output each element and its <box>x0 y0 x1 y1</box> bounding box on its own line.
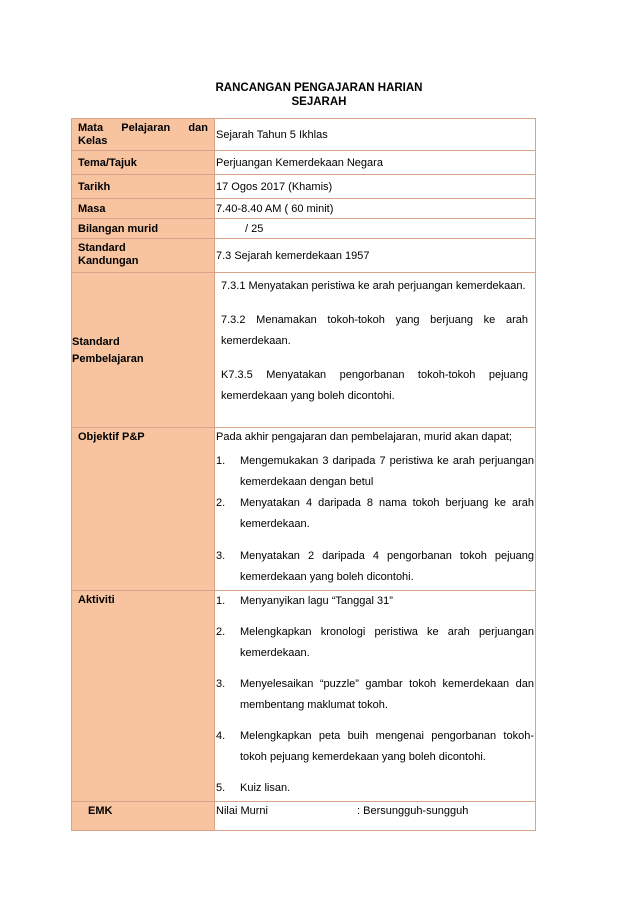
activity-list <box>216 591 534 799</box>
row-aktiviti <box>72 591 536 802</box>
value-bilangan-murid: / 25 <box>215 219 536 239</box>
document-subtitle: SEJARAH <box>291 96 347 108</box>
learning-standard-item: 7.3.2 Menamakan tokoh-tokoh yang berjuang ke arah kemerdekaan. <box>221 314 528 347</box>
row-standard-pembelajaran <box>72 273 536 428</box>
value-aktiviti <box>215 591 536 802</box>
label-standard-pembelajaran <box>72 273 215 428</box>
list-text: Kuiz lisan. <box>240 782 291 794</box>
emk-key: Nilai Murni <box>216 805 268 817</box>
list-item <box>216 451 534 493</box>
list-text: Menyelesaikan “puzzle” gambar tokoh kemerdekaan dan membentang maklumat tokoh. <box>240 678 534 711</box>
value-emk <box>215 802 536 831</box>
list-item <box>216 674 534 716</box>
list-number: 1. <box>216 595 226 607</box>
label-mata-pelajaran <box>72 119 215 151</box>
label-word: Mata <box>78 122 104 134</box>
label-line: Kelas <box>78 135 108 147</box>
label-emk: EMK <box>72 802 215 831</box>
list-text: Menyanyikan lagu “Tanggal 31” <box>240 595 393 607</box>
document-title: RANCANGAN PENGAJARAN HARIAN <box>215 82 423 94</box>
learning-standard-item: K7.3.5 Menyatakan pengorbanan tokoh-tokoh pejuang kemerdekaan yang boleh dicontohi. <box>221 369 528 402</box>
list-text: Mengemukakan 3 daripada 7 peristiwa ke arah perjuangan kemerdekaan dengan betul <box>240 455 534 488</box>
label-line: Standard <box>78 242 126 254</box>
row-tema <box>72 151 536 175</box>
list-number: 3. <box>216 678 226 690</box>
row-masa <box>72 199 536 219</box>
label-tema: Tema/Tajuk <box>72 151 215 175</box>
list-item <box>216 778 534 799</box>
label-line: Pembelajaran <box>72 352 144 365</box>
row-standard-kandungan <box>72 239 536 273</box>
label-objektif: Objektif P&P <box>72 428 215 591</box>
lesson-plan-table <box>71 118 536 831</box>
row-mata-pelajaran <box>72 119 536 151</box>
emk-value: : Bersungguh-sungguh <box>357 805 469 817</box>
objective-list <box>216 451 534 588</box>
row-objektif <box>72 428 536 591</box>
value-masa: 7.40-8.40 AM ( 60 minit) <box>215 199 536 219</box>
list-item <box>216 622 534 664</box>
list-number: 4. <box>216 730 226 742</box>
label-word: Pelajaran <box>121 122 171 134</box>
label-line: Standard <box>72 335 120 348</box>
label-standard-kandungan <box>72 239 215 273</box>
list-number: 1. <box>216 455 226 467</box>
list-item <box>216 726 534 768</box>
label-masa: Masa <box>72 199 215 219</box>
label-bilangan-murid: Bilangan murid <box>72 219 215 239</box>
list-text: Menyatakan 4 daripada 8 nama tokoh berjuang ke arah kemerdekaan. <box>240 497 534 530</box>
learning-standard-item: 7.3.1 Menyatakan peristiwa ke arah perjuangan kemerdekaan. <box>221 280 526 292</box>
value-standard-kandungan: 7.3 Sejarah kemerdekaan 1957 <box>215 239 536 273</box>
value-tema: Perjuangan Kemerdekaan Negara <box>215 151 536 175</box>
list-number: 5. <box>216 782 226 794</box>
label-aktiviti: Aktiviti <box>72 591 215 802</box>
list-text: Melengkapkan kronologi peristiwa ke arah perjuangan kemerdekaan. <box>240 626 534 659</box>
value-mata-pelajaran: Sejarah Tahun 5 Ikhlas <box>215 119 536 151</box>
value-objektif <box>215 428 536 591</box>
label-word: dan <box>188 122 208 134</box>
list-item <box>216 546 534 588</box>
list-number: 2. <box>216 497 226 509</box>
value-tarikh: 17 Ogos 2017 (Khamis) <box>215 175 536 199</box>
row-tarikh <box>72 175 536 199</box>
list-text: Menyatakan 2 daripada 4 pengorbanan tokoh pejuang kemerdekaan yang boleh dicontohi. <box>240 550 534 583</box>
list-text: Melengkapkan peta buih mengenai pengorbanan tokoh-tokoh pejuang kemerdekaan yang boleh dicontohi. <box>240 730 534 763</box>
list-number: 2. <box>216 626 226 638</box>
list-item <box>216 591 534 612</box>
list-item <box>216 493 534 535</box>
list-number: 3. <box>216 550 226 562</box>
objective-intro: Pada akhir pengajaran dan pembelajaran, murid akan dapat; <box>216 431 512 443</box>
label-line: Kandungan <box>78 255 139 267</box>
row-bilangan-murid <box>72 219 536 239</box>
label-tarikh: Tarikh <box>72 175 215 199</box>
row-emk <box>72 802 536 831</box>
value-standard-pembelajaran <box>215 273 536 428</box>
